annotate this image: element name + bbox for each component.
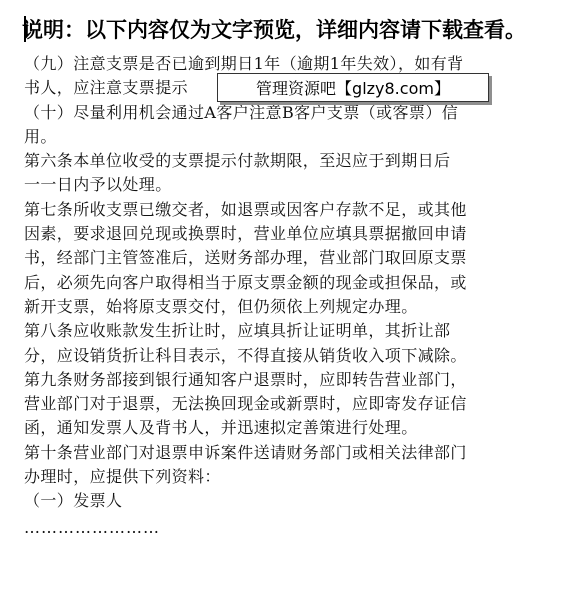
paragraph-line-8: 因素，要求退回兑现或换票时，营业单位应填具票据撤回申请 — [24, 224, 467, 244]
paragraph-line-2: 书人，应注意支票提示 — [24, 78, 189, 98]
watermark-banner: 管理资源吧【glzy8.com】 — [217, 73, 489, 102]
paragraph-line-12: 第八条应收账款发生折让时，应填具折让证明单，其折让部 — [24, 321, 451, 341]
paragraph-line-1: （九）注意支票是否已逾到期日1年（逾期1年失效），如有背 — [24, 54, 464, 73]
paragraph-line-14: 第九条财务部接到银行通知客户退票时，应即转告营业部门， — [24, 369, 467, 389]
document-body — [24, 52, 564, 536]
paragraph-line-18: 办理时，应提供下列资料： — [24, 467, 221, 487]
paragraph-line-7: 第七条所收支票已缴交者，如退票或因客户存款不足，或其他 — [24, 199, 467, 219]
ellipsis-line: …………………… — [24, 517, 160, 537]
paragraph-line-17: 第十条营业部门对退票申诉案件送请财务部门或相关法律部门 — [24, 442, 467, 462]
paragraph-line-16: 函，通知发票人及背书人，并迅速拟定善策进行处理。 — [24, 418, 418, 438]
preview-notice: 说明：以下内容仅为文字预览，详细内容请下载查看。 — [22, 18, 526, 42]
paragraph-line-10: 后，必须先向客户取得相当于原支票金额的现金或担保品，或 — [24, 272, 467, 292]
paragraph-line-9: 书，经部门主管签准后，送财务部办理，营业部门取回原支票 — [24, 248, 467, 268]
paragraph-line-19: （一）发票人 — [24, 491, 123, 511]
paragraph-line-6: 一一日内予以处理。 — [24, 175, 172, 195]
paragraph-line-5: 第六条本单位收受的支票提示付款期限，至迟应于到期日后 — [24, 151, 451, 171]
paragraph-line-4: 用。 — [24, 126, 57, 146]
paragraph-line-15: 营业部门对于退票，无法换回现金或新票时，应即寄发存证信 — [24, 394, 467, 414]
paragraph-line-13: 分，应设销货折让科目表示，不得直接从销货收入项下减除。 — [24, 345, 467, 365]
paragraph-line-3: （十）尽量利用机会通过A客户注意B客户支票（或客票）信 — [24, 102, 459, 122]
paragraph-line-11: 新开支票，始将原支票交付，但仍须依上列规定办理。 — [24, 296, 418, 316]
